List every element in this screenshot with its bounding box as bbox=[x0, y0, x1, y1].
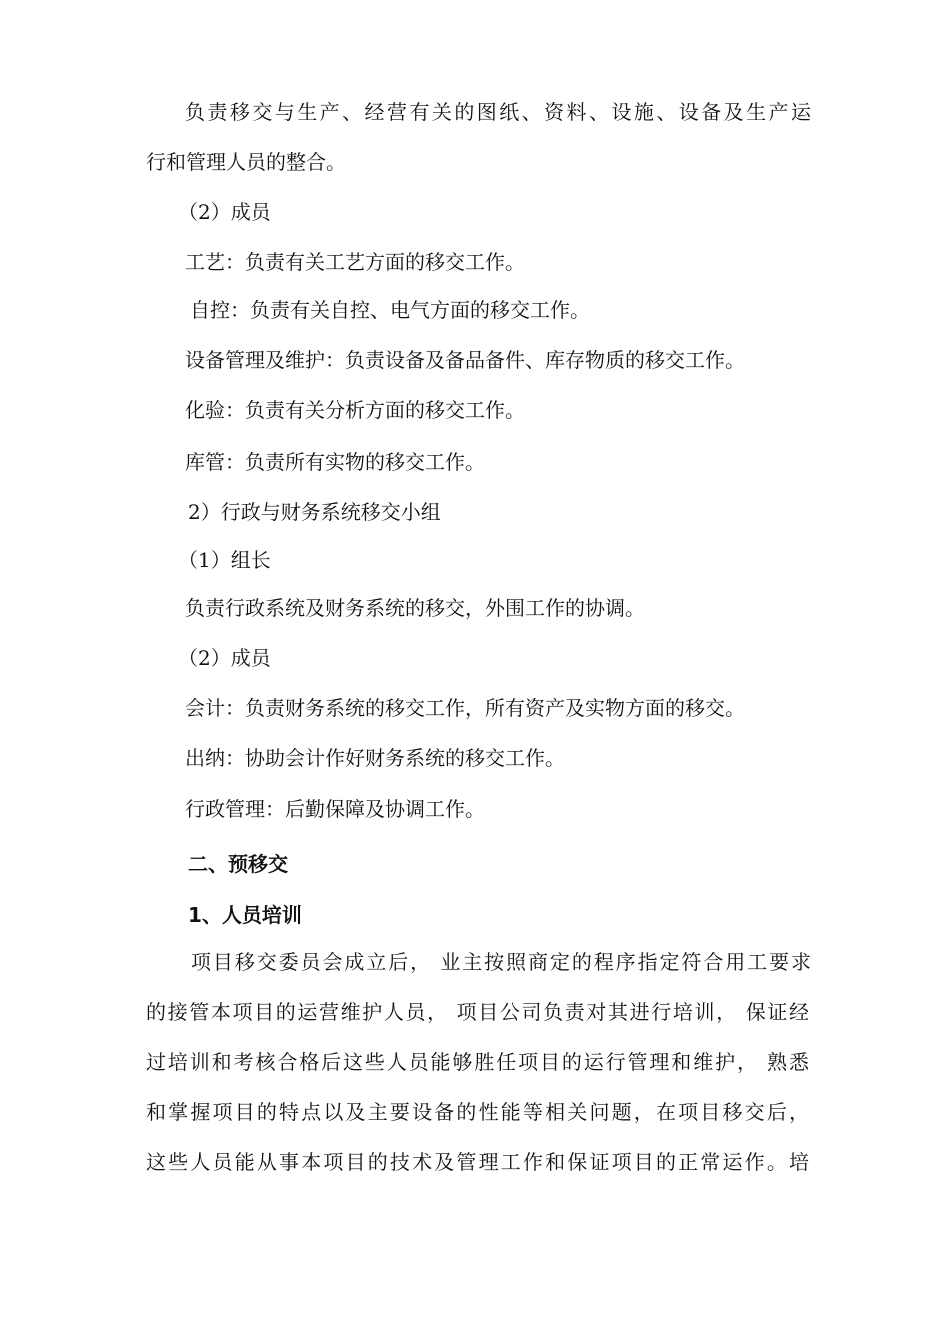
paragraph-line: 的接管本项目的运营维护人员， 项目公司负责对其进行培训， 保证经 bbox=[146, 1000, 809, 1024]
paragraph-line: 过培训和考核合格后这些人员能够胜任项目的运行管理和维护， 熟悉 bbox=[146, 1050, 809, 1074]
subsection-heading: 1、人员培训 bbox=[188, 903, 302, 927]
paragraph-line: 会计：负责财务系统的移交工作，所有资产及实物方面的移交。 bbox=[185, 696, 745, 720]
subheading-members: （2）成员 bbox=[178, 200, 271, 224]
subheading-admin-finance-group: 2）行政与财务系统移交小组 bbox=[188, 500, 441, 524]
paragraph-line: 项目移交委员会成立后， 业主按照商定的程序指定符合用工要求 bbox=[191, 950, 811, 974]
paragraph-line: 负责行政系统及财务系统的移交，外围工作的协调。 bbox=[185, 596, 645, 620]
paragraph-line: 自控：负责有关自控、电气方面的移交工作。 bbox=[190, 298, 590, 322]
subheading-members: （2）成员 bbox=[178, 646, 271, 670]
paragraph-line: 和掌握项目的特点以及主要设备的性能等相关问题，在项目移交后， bbox=[146, 1100, 809, 1124]
paragraph-line: 化验：负责有关分析方面的移交工作。 bbox=[185, 398, 525, 422]
paragraph-line: 库管：负责所有实物的移交工作。 bbox=[185, 450, 485, 474]
paragraph-line: 行政管理：后勤保障及协调工作。 bbox=[185, 797, 485, 821]
paragraph-line: 设备管理及维护：负责设备及备品备件、库存物质的移交工作。 bbox=[185, 348, 745, 372]
paragraph-line: 行和管理人员的整合。 bbox=[146, 150, 346, 174]
paragraph-line: 出纳：协助会计作好财务系统的移交工作。 bbox=[185, 746, 565, 770]
subheading-leader: （1）组长 bbox=[178, 548, 271, 572]
paragraph-line: 工艺：负责有关工艺方面的移交工作。 bbox=[185, 250, 525, 274]
paragraph-line: 这些人员能从事本项目的技术及管理工作和保证项目的正常运作。培 bbox=[146, 1150, 809, 1174]
section-heading: 二、预移交 bbox=[188, 852, 288, 876]
paragraph-line: 负责移交与生产、经营有关的图纸、资料、设施、设备及生产运 bbox=[185, 100, 811, 124]
